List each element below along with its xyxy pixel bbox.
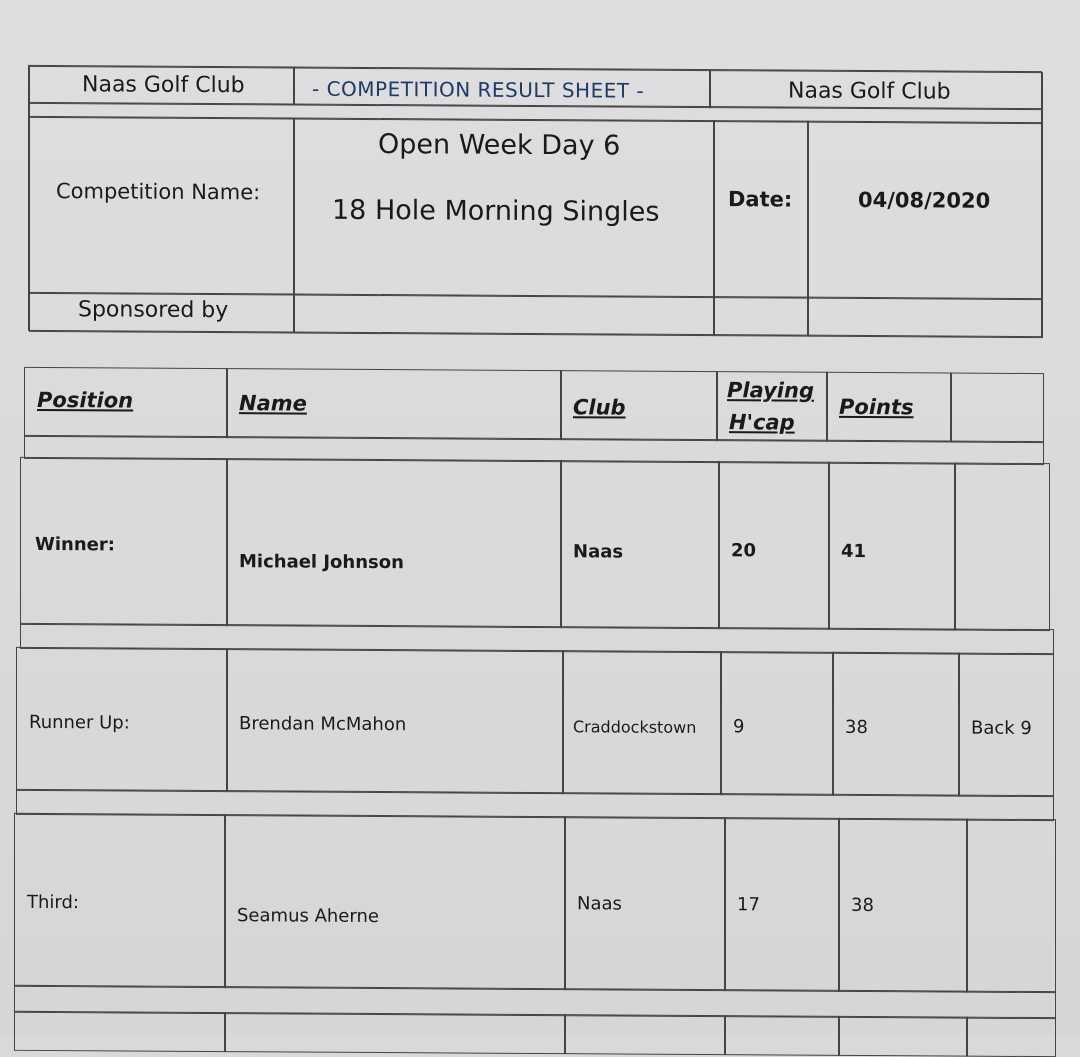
table-row-note-cell bbox=[966, 1017, 1056, 1057]
table-row-club-cell bbox=[560, 460, 720, 629]
table-row-name-cell bbox=[224, 1012, 566, 1054]
row-points: 41 bbox=[841, 540, 867, 563]
col-header-club-cell bbox=[560, 370, 718, 441]
sponsor-value-cell bbox=[293, 294, 715, 337]
col-header-hcap-line2: H'cap bbox=[729, 410, 795, 435]
row-points: 38 bbox=[851, 894, 874, 917]
sheet-title: - COMPETITION RESULT SHEET - bbox=[312, 76, 645, 103]
header-cell-title bbox=[293, 68, 711, 109]
date-label: Date: bbox=[728, 187, 793, 212]
header-table bbox=[28, 65, 1042, 337]
row-hcap: 20 bbox=[731, 540, 757, 562]
row-name: Brendan McMahon bbox=[239, 713, 407, 736]
table-row-hcap-cell bbox=[724, 1015, 840, 1056]
table-row-position-cell bbox=[14, 1011, 226, 1052]
col-header-extra-cell bbox=[950, 373, 1044, 444]
table-row-name-cell bbox=[226, 458, 562, 628]
table-row-position-cell bbox=[14, 813, 226, 988]
table-row-note-cell bbox=[966, 819, 1056, 994]
club-name-left: Naas Golf Club bbox=[82, 72, 245, 99]
col-header-hcap-line1: Playing bbox=[727, 378, 814, 403]
sponsor-extra-cell-1 bbox=[713, 296, 809, 337]
competition-name-cell bbox=[293, 118, 715, 299]
row-club: Craddockstown bbox=[573, 717, 697, 737]
row-hcap: 9 bbox=[733, 716, 745, 738]
date-value-cell bbox=[807, 121, 1043, 300]
sponsored-label: Sponsored by bbox=[78, 297, 229, 324]
table-row-note-cell bbox=[954, 463, 1050, 632]
row-name: Michael Johnson bbox=[239, 551, 404, 574]
row-position: Winner: bbox=[35, 533, 115, 556]
row-position: Third: bbox=[27, 891, 79, 914]
competition-label: Competition Name: bbox=[56, 179, 261, 205]
club-name-right: Naas Golf Club bbox=[788, 78, 951, 105]
col-header-name: Name bbox=[239, 391, 307, 416]
header-cell-club-left bbox=[29, 66, 295, 106]
row-position: Runner Up: bbox=[29, 711, 130, 734]
competition-label-cell bbox=[29, 116, 295, 296]
date-label-cell bbox=[713, 120, 809, 299]
table-row-hcap-cell bbox=[720, 651, 834, 796]
table-row-position-cell bbox=[16, 647, 228, 792]
row-hcap: 17 bbox=[737, 894, 760, 916]
row-name: Seamus Aherne bbox=[237, 905, 379, 928]
col-header-position: Position bbox=[37, 387, 134, 413]
row-club: Naas bbox=[577, 893, 622, 915]
col-header-club: Club bbox=[573, 395, 626, 420]
col-header-position-cell bbox=[24, 367, 228, 438]
table-row-position-cell bbox=[20, 457, 228, 626]
row-note: Back 9 bbox=[971, 717, 1032, 740]
table-row-points-cell bbox=[828, 462, 956, 631]
table-row-name-cell bbox=[224, 814, 566, 990]
table-row-name-cell bbox=[226, 648, 564, 794]
table-row-club-cell bbox=[564, 1014, 726, 1055]
competition-name-line2: 18 Hole Morning Singles bbox=[332, 194, 660, 228]
table-row-club-cell bbox=[564, 816, 726, 991]
sponsor-extra-cell-2 bbox=[807, 297, 1043, 338]
competition-name-line1: Open Week Day 6 bbox=[378, 129, 621, 162]
table-row-points-cell bbox=[838, 818, 968, 993]
row-club: Naas bbox=[573, 541, 624, 563]
row-points: 38 bbox=[845, 716, 868, 739]
date-value: 04/08/2020 bbox=[858, 187, 991, 213]
table-row-club-cell bbox=[562, 650, 722, 795]
table-row-hcap-cell bbox=[724, 817, 840, 992]
table-row-note-cell bbox=[958, 653, 1054, 798]
results-table bbox=[14, 367, 1058, 1037]
col-header-points-cell bbox=[826, 372, 952, 443]
table-row-points-cell bbox=[838, 1016, 968, 1057]
col-header-name-cell bbox=[226, 368, 562, 440]
header-cell-club-right bbox=[709, 70, 1043, 110]
col-header-points: Points bbox=[839, 394, 914, 420]
table-row-hcap-cell bbox=[718, 461, 830, 630]
table-row-points-cell bbox=[832, 652, 960, 797]
sponsored-label-cell bbox=[29, 292, 295, 334]
col-header-hcap-cell bbox=[716, 371, 828, 442]
